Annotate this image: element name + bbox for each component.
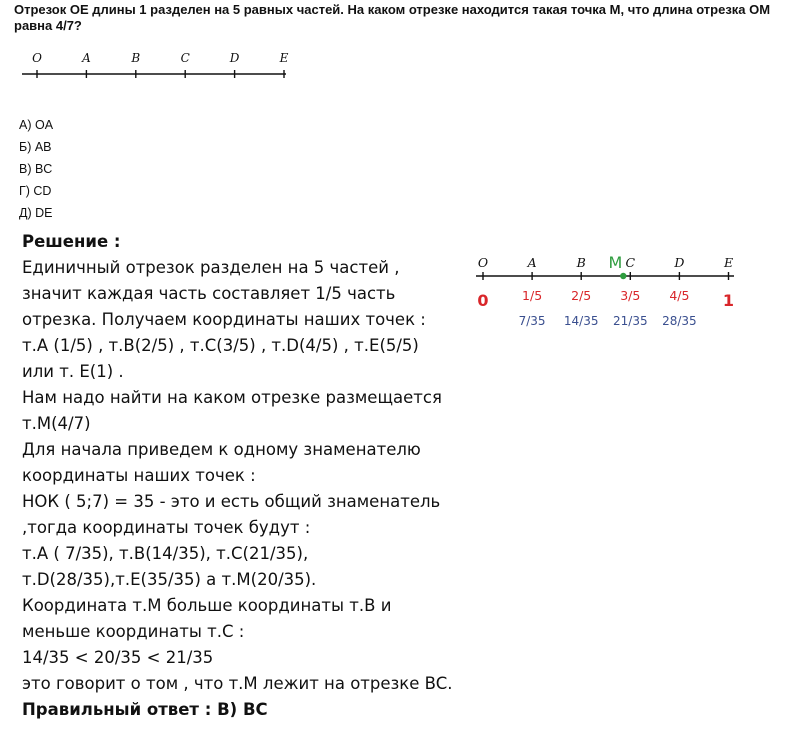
- fraction-label: 4/5: [669, 288, 690, 303]
- solution-line: Единичный отрезок разделен на 5 частей ,: [22, 258, 400, 277]
- point-label: E: [723, 255, 734, 270]
- option-d: Д) DE: [19, 206, 53, 220]
- solution-line: координаты наших точек :: [22, 466, 256, 485]
- solution-line: меньше координаты т.C :: [22, 622, 245, 641]
- solution-line: Для начала приведем к одному знаменателю: [22, 440, 421, 459]
- point-label: C: [625, 255, 636, 270]
- fraction-label: 1/5: [522, 288, 543, 303]
- fraction-label: 3/5: [620, 288, 641, 303]
- point-label: D: [229, 51, 240, 65]
- problem-statement: Отрезок OE длины 1 разделен на 5 равных частей. На каком отрезке находится такая точка M, что длина отрезка OM равна 4/7?: [14, 2, 771, 33]
- point-label: B: [131, 51, 141, 65]
- solution-line: это говорит о том , что т.M лежит на отрезке BC.: [22, 674, 453, 693]
- option-b: Б) AB: [19, 140, 52, 154]
- solution-line: Нам надо найти на каком отрезке размещается: [22, 388, 442, 407]
- solution-line: т.A ( 7/35), т.B(14/35), т.C(21/35),: [22, 544, 309, 563]
- denominator-35-label: 28/35: [662, 314, 697, 328]
- solution-heading: Решение :: [22, 232, 121, 251]
- solution-line: или т. E(1) .: [22, 362, 124, 381]
- solution-line: 14/35 < 20/35 < 21/35: [22, 648, 214, 667]
- point-label: O: [477, 255, 489, 270]
- point-label: O: [32, 51, 42, 65]
- fraction-label: 0: [477, 291, 489, 310]
- denominator-35-label: 14/35: [563, 314, 599, 328]
- correct-answer: Правильный ответ : В) BC: [22, 700, 268, 719]
- option-g: Г) CD: [19, 184, 52, 198]
- solution-line: Координата т.M больше координаты т.B и: [22, 596, 392, 615]
- solution-line: т.A (1/5) , т.B(2/5) , т.C(3/5) , т.D(4/5) , т.E(5/5): [22, 336, 419, 355]
- number-line-solution: [466, 248, 756, 338]
- fraction-label: 2/5: [571, 288, 592, 303]
- point-label: A: [82, 51, 91, 65]
- solution-block: [22, 229, 462, 723]
- solution-line: т.D(28/35),т.E(35/35) а т.M(20/35).: [22, 570, 317, 589]
- denominator-35-label: 7/35: [518, 314, 546, 328]
- point-m-label: M: [608, 253, 623, 272]
- point-label: E: [279, 51, 289, 65]
- point-label: A: [527, 255, 537, 270]
- point-label: B: [576, 255, 586, 270]
- denominator-35-label: 21/35: [613, 314, 648, 328]
- solution-line: значит каждая часть составляет 1/5 часть: [22, 284, 396, 303]
- option-a: А) OA: [19, 118, 54, 132]
- solution-line: НОК ( 5;7) = 35 - это и есть общий знаменатель: [22, 492, 441, 511]
- fraction-label: 1: [722, 291, 735, 310]
- solution-line: т.M(4/7): [22, 414, 91, 433]
- point-label: C: [180, 51, 190, 65]
- point-label: D: [674, 255, 685, 270]
- number-line-oe: [14, 50, 304, 84]
- answer-options: [19, 114, 53, 224]
- point-m-marker: [620, 273, 626, 279]
- option-v: В) BC: [19, 162, 53, 176]
- solution-line: отрезка. Получаем координаты наших точек :: [22, 310, 426, 329]
- solution-line: ,тогда координаты точек будут :: [22, 518, 311, 537]
